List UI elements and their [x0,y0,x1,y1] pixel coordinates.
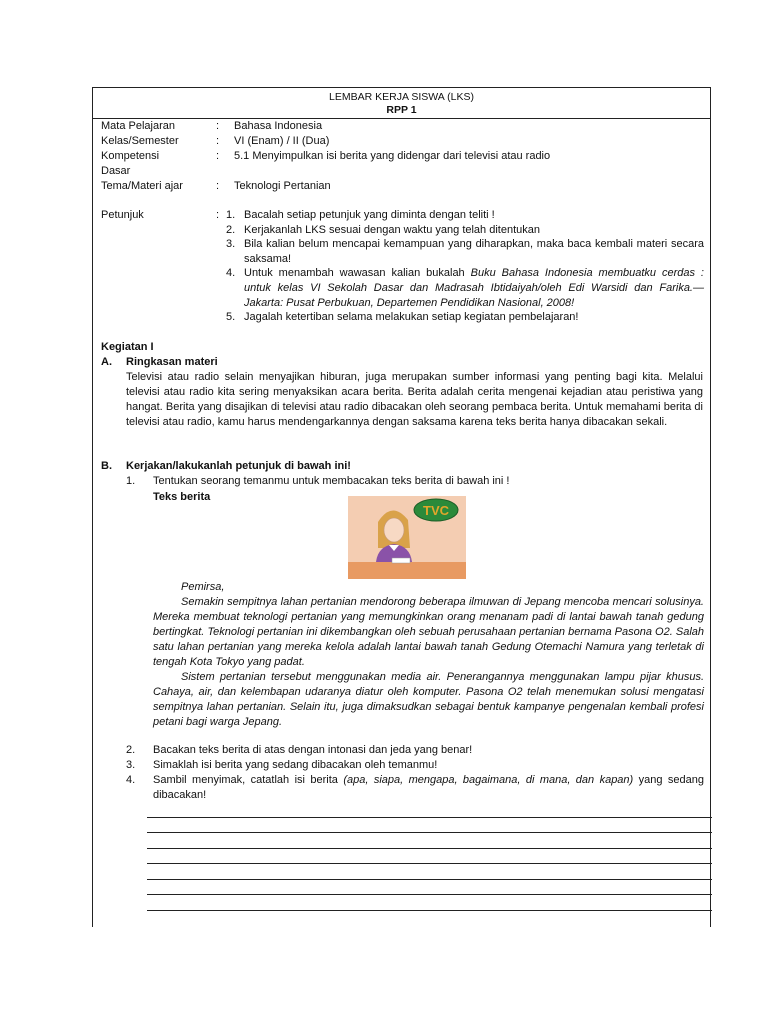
step-number: 4. [126,774,136,786]
instruction-item: 3. Bila kalian belum mencapai kemampuan yang diharapkan, maka baca kembali materi secara saksama! [226,238,704,265]
step-text: Sambil menyimak, catatlah isi berita (apa, siapa, mengapa, bagaimana, di mana, dan kapan) yang sedang dibacakan! [153,774,704,801]
step-text: Simaklah isi berita yang sedang dibacakan oleh temanmu! [153,759,438,771]
step-text: Bacakan teks berita di atas dengan intonasi dan jeda yang benar! [153,744,473,756]
meta-colon: : [216,135,220,147]
section-b-letter: B. [101,460,112,472]
answer-line[interactable] [147,802,712,818]
summary-text: Televisi atau radio selain menyajikan hiburan, juga merupakan sumber informasi yang penting bagi kita. Melalui televisi atau radio kita sering menyaksikan acara berita. Berita adalah cerita mengenai kejadian atau peristiwa yang hangat. Berita yang disajikan di televisi atau radio dibacakan oleh seorang pembaca berita. Untuk memahami berita di televisi atau radio, kamu harus mendengarkannya dengan saksama karena teks berita hanya dibacakan sekali. [126,371,703,428]
instruction-item: 5. Jagalah ketertiban selama melakukan setiap kegiatan pembelajaran! [226,311,579,324]
step-number: 1. [126,475,136,487]
meta-label: Tema/Materi ajar [101,180,183,192]
news-paper [392,558,410,563]
meta-label: Mata Pelajaran [101,120,175,132]
meta-value: Teknologi Pertanian [234,180,331,192]
meta-label: Kelas/Semester [101,135,179,147]
answer-line[interactable] [147,833,712,849]
worksheet [92,87,711,927]
book-reference: Buku Bahasa Indonesia membuatku cerdas : untuk kelas VI Sekolah Dasar dan Madrasah Ibtidaiyah/oleh Edi Warsidi dan Farika.— Jakarta: Pusat Perbukuan, Departemen Pendidikan Nasional, 2008! [244,267,704,309]
step-number: 3. [126,759,136,771]
worksheet-title: LEMBAR KERJA SISWA (LKS) [329,91,474,103]
news-paragraph-2: Sistem pertanian tersebut menggunakan media air. Penerangannya menggunakan lampu pijar khusus. Cahaya, air, dan kelembapan udaranya diatur oleh komputer. Pasona O2 telah menemukan solusi mengatasi sempitnya lahan pertanian. Selain itu, juga dimaksudkan sebagai bentuk kampanye pengenalan kembali profesi petani bagi warga Jepang. [153,671,704,728]
section-b-title: Kerjakan/lakukanlah petunjuk di bawah ini! [126,460,351,472]
meta-value: Bahasa Indonesia [234,120,323,132]
meta-value: VI (Enam) / II (Dua) [234,135,330,147]
meta-colon: : [216,150,220,162]
news-desk [348,562,466,579]
instructions-label: Petunjuk [101,209,144,221]
news-anchor-illustration [348,496,466,579]
instruction-item: 4. Untuk menambah wawasan kalian bukalah Buku Bahasa Indonesia membuatku cerdas : untuk kelas VI Sekolah Dasar dan Madrasah Ibtidaiyah/oleh Edi Warsidi dan Farika.— Jakarta: Pusat Perbukuan, Departemen Pendidikan Nasional, 2008! [226,267,704,309]
instruction-item: 2. Kerjakanlah LKS sesuai dengan waktu yang telah ditentukan [226,223,540,236]
news-paragraph-1: Semakin sempitnya lahan pertanian mendorong beberapa ilmuwan di Jepang mencoba mencari solusinya. Mereka membuat teknologi pertanian yang memungkinkan orang menanam padi di lantai bawah tanah gedung bertingkat. Teknologi pertanian ini dikembangkan oleh sebuah perusahaan pertanian bernama Pasona O2. Salah satu lahan pertanian yang mereka kelola adalah lantai bawah tanah Gedung Otemachi Namura yang terletak di tengah Kota Tokyo yang padat. [153,596,704,668]
meta-label: Dasar [101,165,131,177]
answer-line[interactable] [147,880,712,896]
meta-colon: : [216,180,220,192]
section-a-letter: A. [101,356,112,368]
section-a-title: Ringkasan materi [126,356,218,368]
instruction-item: 1. Bacalah setiap petunjuk yang diminta dengan teliti ! [226,209,495,221]
step-number: 2. [126,744,136,756]
tv-logo-text: TVC [423,503,449,518]
news-greeting: Pemirsa, [181,581,225,593]
answer-line[interactable] [147,895,712,911]
meta-label: Kompetensi [101,150,160,162]
activity-title: Kegiatan I [101,341,154,353]
step-text: Tentukan seorang temanmu untuk membacakan teks berita di bawah ini ! [153,475,510,487]
instructions-list [226,208,704,325]
meta-colon: : [216,209,220,221]
answer-line[interactable] [147,864,712,880]
meta-colon: : [216,120,220,132]
worksheet-header [93,88,710,119]
answer-lines [147,802,712,911]
meta-value: 5.1 Menyimpulkan isi berita yang didengar dari televisi atau radio [234,150,551,162]
anchor-face [384,518,404,542]
answer-line[interactable] [147,849,712,865]
news-text-label: Teks berita [153,491,211,503]
answer-line[interactable] [147,818,712,834]
worksheet-subtitle: RPP 1 [386,104,417,116]
